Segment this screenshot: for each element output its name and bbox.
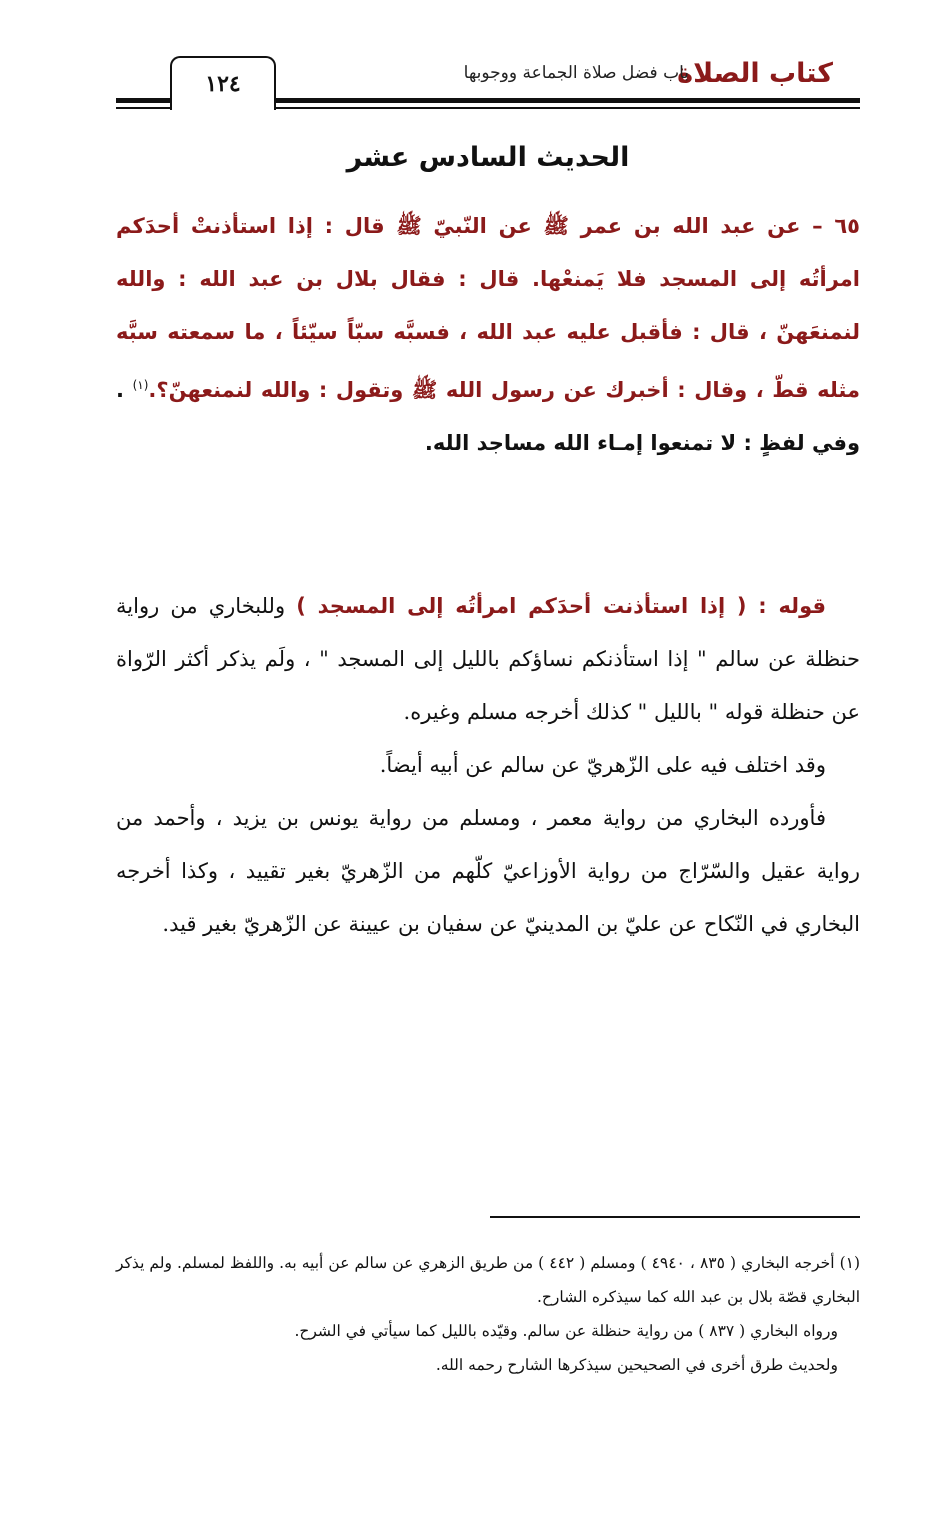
commentary-label: قوله : [746, 594, 826, 618]
commentary [116, 580, 860, 951]
page-number: ١٢٤ [170, 56, 276, 110]
book-title: كتاب الصلاة [677, 58, 833, 89]
commentary-quote: ( إذا استأذنت أحدَكم امرأتُه إلى المسجد ) [296, 594, 747, 618]
hadith-number: ٦٥ [834, 214, 860, 238]
commentary-paragraph-3: فأورده البخاري من رواية معمر ، ومسلم من رواية يونس بن يزيد ، وأحمد من رواية عقيل والسّرّاج من رواية الأوزاعيّ كلّهم من الزّهريّ بغير تقييد ، وكذا أخرجه البخاري في النّكاح عن عليّ بن المدينيّ عن سفيان بن عيينة عن الزّهريّ بغير قيد. [116, 806, 860, 936]
commentary-text: وللبخاري من رواية حنظلة عن سالم " إذا استأذنكم نساؤكم بالليل إلى المسجد " ، ولَم يذكر أكثر الرّواة عن حنظلة قوله " بالليل " كذلك أخرجه مسلم وغيره. [116, 594, 860, 724]
footnote-line-3: ولحديث طرق أخرى في الصحيحين سيذكرها الشارح رحمه الله. [435, 1356, 838, 1374]
hadith-body: – عن عبد الله بن عمر ﷺ عن النّبيّ ﷺ قال : إذا استأذنتْ أحدَكم امرأتُه إلى المسجد فلا يَمنعْها. قال : فقال بلال بن عبد الله : والله لنمنعَهنّ ، قال : فأقبل عليه عبد الله ، فسبَّه سبّاً سيّئاً ، ما سمعته سبَّه مثله قطّ ، وقال : أخبرك عن رسول الله ﷺ وتقول : والله لنمنعهنّ؟. [116, 214, 860, 402]
commentary-paragraph-1 [116, 580, 860, 739]
footnote-marker: (١) [132, 378, 149, 392]
footnote-divider [490, 1216, 860, 1218]
footnotes [116, 1246, 860, 1382]
chapter-title: باب فضل صلاة الجماعة ووجوبها [463, 63, 689, 83]
commentary-paragraph-2: وقد اختلف فيه على الزّهريّ عن سالم عن أبيه أيضاً. [379, 753, 826, 777]
footnote-line-2: ورواه البخاري ( ٨٣٧ ) من رواية حنظلة عن سالم. وقيّده بالليل كما سيأتي في الشرح. [294, 1322, 838, 1340]
hadith-title: الحديث السادس عشر [346, 142, 630, 173]
footnote-line-1: (١) أخرجه البخاري ( ٨٣٥ ، ٤٩٤٠ ) ومسلم ( ٤٤٢ ) من طريق الزهري عن سالم عن أبيه به. واللفظ لمسلم. ولم يذكر البخاري قصّة بلال بن عبد الله كما سيذكره الشارح. [116, 1254, 861, 1306]
hadith-text [116, 200, 860, 470]
hadith-variant: . وفي لفظٍ : لا تمنعوا إمـاء الله مساجد الله. [116, 378, 860, 455]
